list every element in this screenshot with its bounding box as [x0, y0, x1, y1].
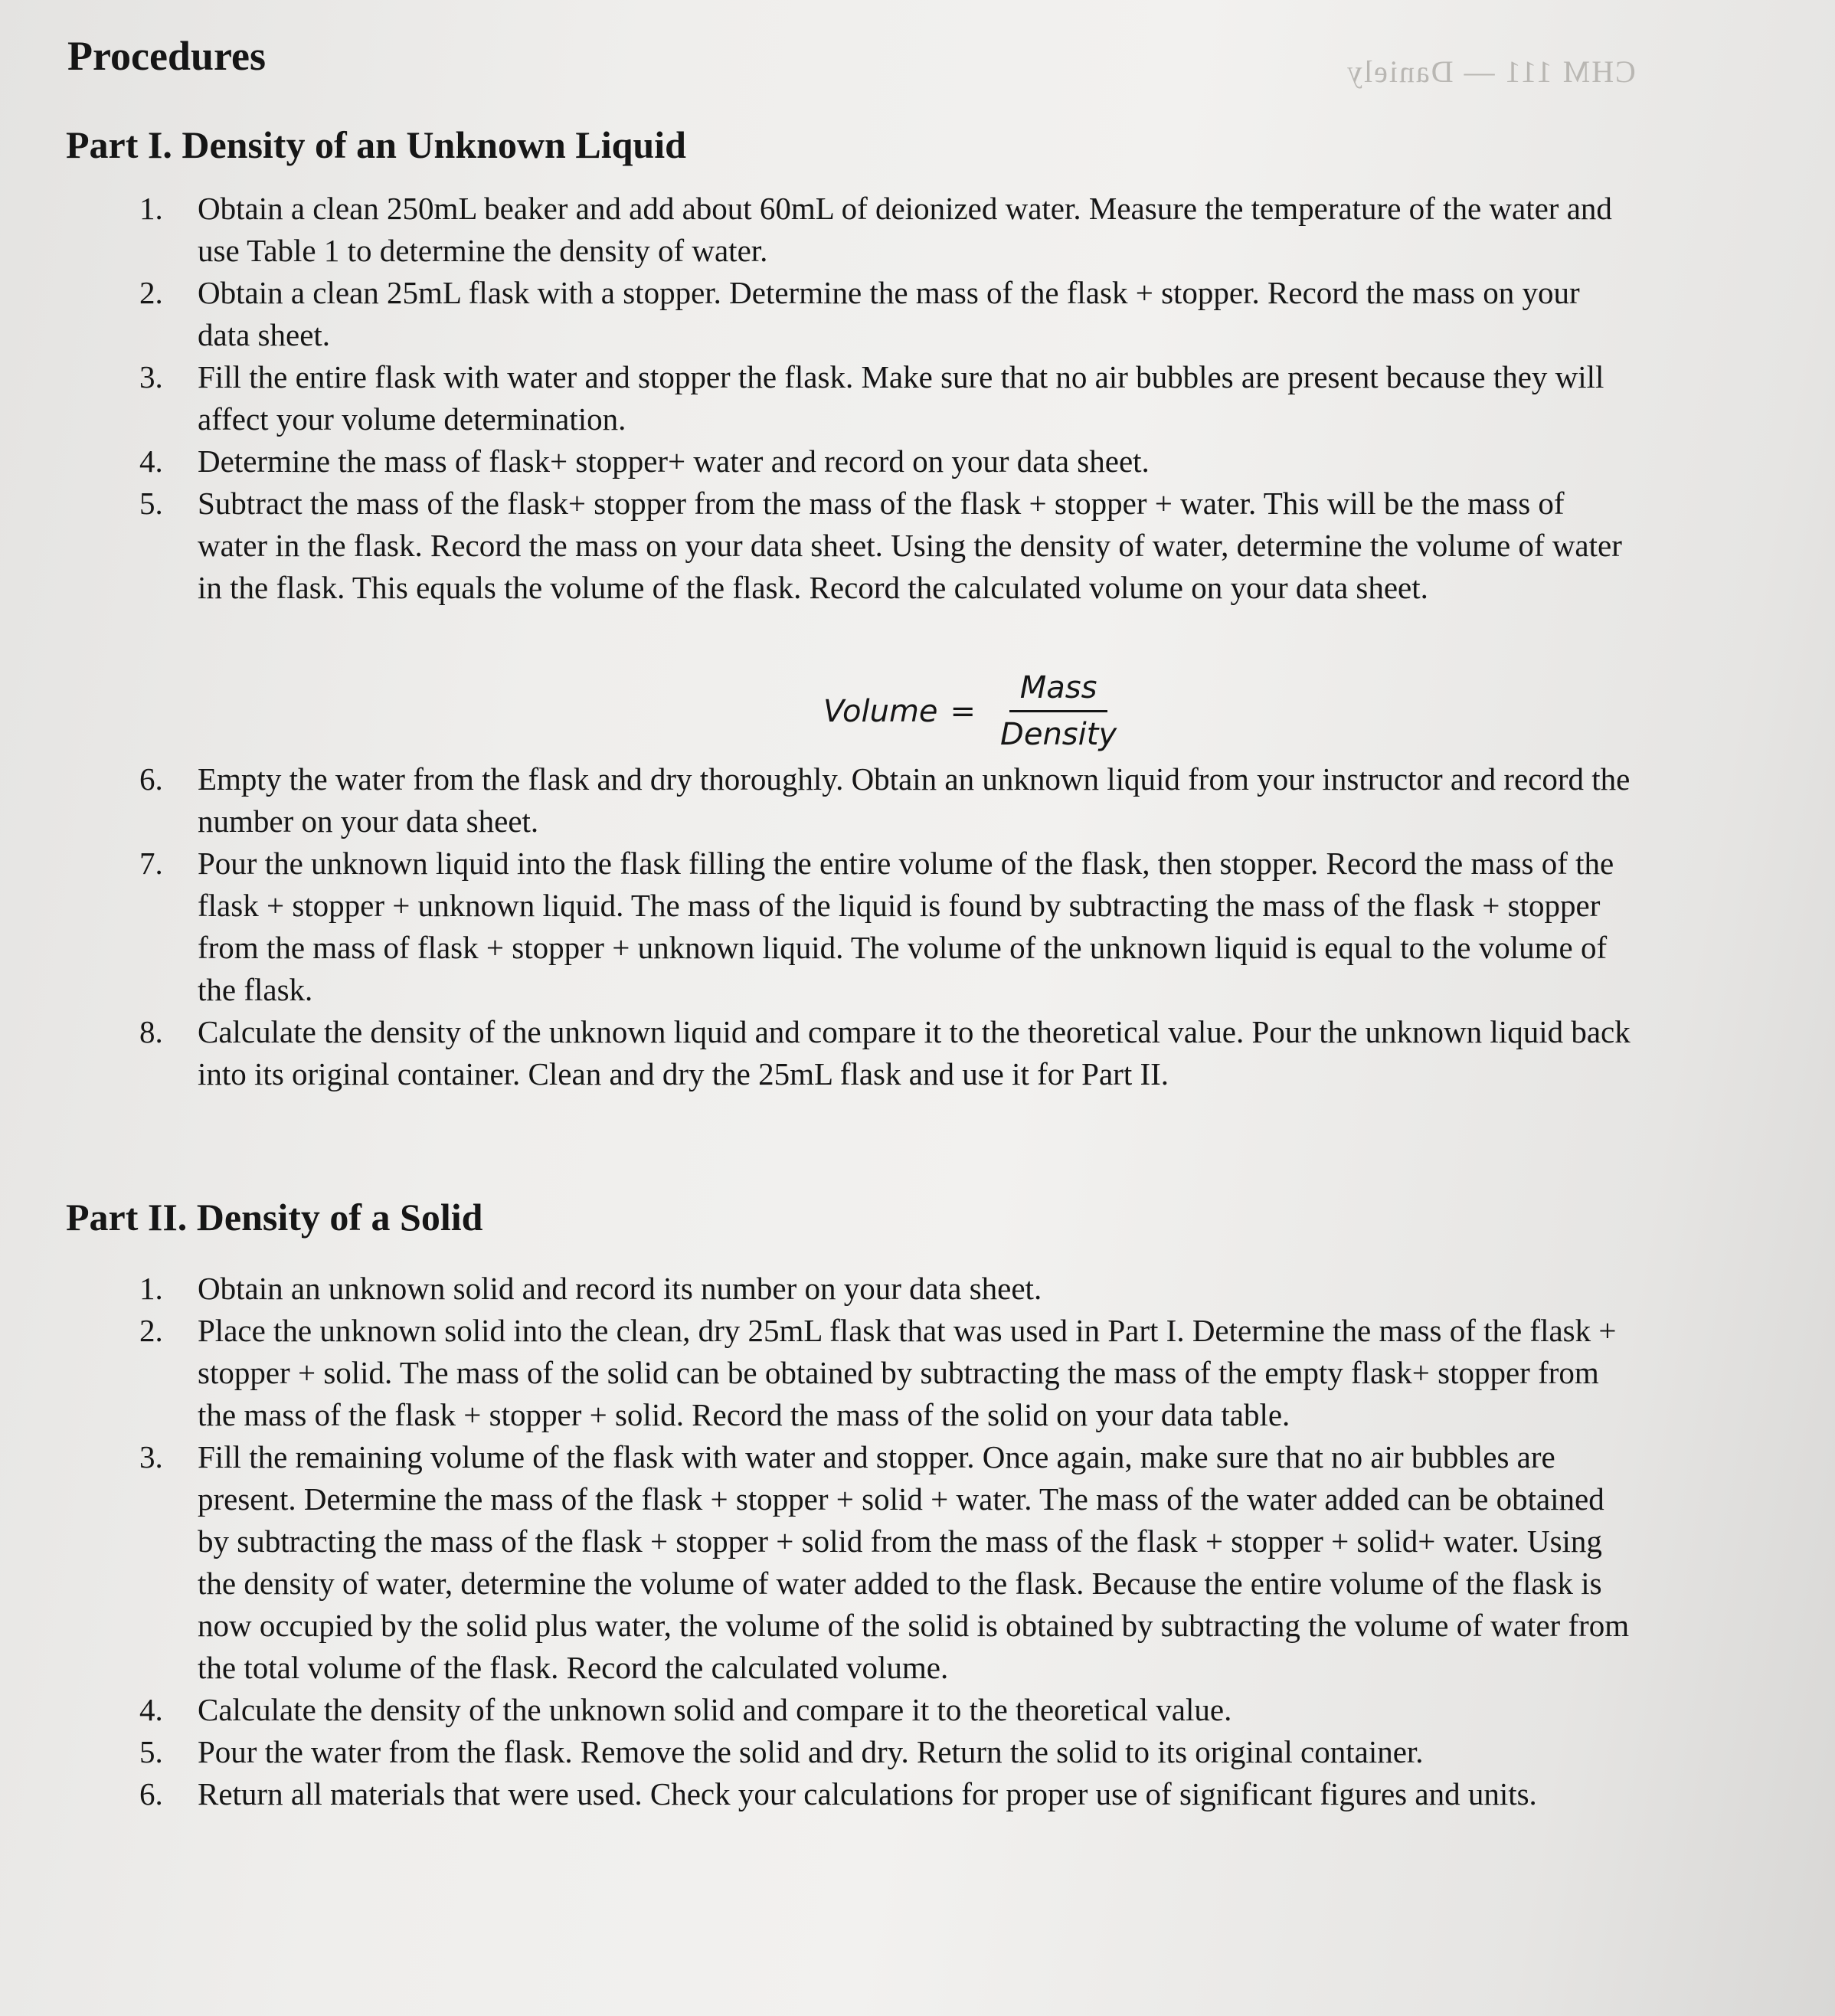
- step-text: Determine the mass of flask+ stopper+ water and record on your data sheet.: [198, 443, 1150, 479]
- part2-heading: Part II. Density of a Solid: [66, 1196, 483, 1239]
- formula-lhs: Volume: [823, 693, 938, 729]
- step-number: 8.: [139, 1014, 163, 1049]
- part1-step-6: [0, 758, 1835, 843]
- step-number: 2.: [139, 275, 163, 310]
- step-number: 5.: [139, 486, 163, 521]
- part2-step-6: [0, 1773, 1835, 1815]
- part2-step-3: [0, 1436, 1835, 1689]
- step-text: Calculate the density of the unknown solid and compare it to the theoretical value.: [198, 1692, 1232, 1727]
- page-title: Procedures: [67, 33, 266, 79]
- part1-step-7: [0, 843, 1835, 1011]
- step-number: 1.: [139, 191, 163, 226]
- part1-step-list: [0, 188, 1835, 609]
- step-text: Fill the entire flask with water and stopper the flask. Make sure that no air bubbles are present because they will affect your volume determination.: [198, 359, 1604, 437]
- part1-heading: Part I. Density of an Unknown Liquid: [66, 123, 686, 166]
- part1-step-8: [0, 1011, 1835, 1095]
- step-text: Return all materials that were used. Check your calculations for proper use of significant figures and units.: [198, 1776, 1537, 1811]
- step-text: Pour the unknown liquid into the flask filling the entire volume of the flask, then stopper. Record the mass of the flask + stopper + unknown liquid. The mass of the liquid is found by subtracting the mass of the flask + stopper from the mass of flask + stopper + unknown liquid. The volume of the unknown liquid is equal to the volume of the flask.: [198, 846, 1614, 1007]
- step-number: 7.: [139, 846, 163, 881]
- step-number: 5.: [139, 1734, 163, 1769]
- volume-formula: [823, 670, 1127, 752]
- step-text: Pour the water from the flask. Remove the solid and dry. Return the solid to its original container.: [198, 1734, 1424, 1769]
- formula-equals: =: [950, 693, 976, 729]
- step-number: 1.: [139, 1271, 163, 1306]
- part1-step-5: [0, 483, 1835, 609]
- step-text: Obtain a clean 250mL beaker and add about 60mL of deionized water. Measure the temperature of the water and use Table 1 to determine the density of water.: [198, 191, 1612, 268]
- formula-numerator: Mass: [1009, 670, 1108, 712]
- step-text: Place the unknown solid into the clean, dry 25mL flask that was used in Part I. Determine the mass of the flask + stopper + solid. The mass of the solid can be obtained by subtracting the mass of the empty flask+ stopper from the mass of the flask + stopper + solid. Record the mass of the solid on your data table.: [198, 1313, 1617, 1432]
- part1-step-3: [0, 356, 1835, 440]
- step-text: Empty the water from the flask and dry thoroughly. Obtain an unknown liquid from your instructor and record the number on your data sheet.: [198, 761, 1631, 839]
- part2-step-5: [0, 1731, 1835, 1773]
- step-text: Fill the remaining volume of the flask with water and stopper. Once again, make sure that no air bubbles are present. Determine the mass of the flask + stopper + solid + water. The mass of the water added can be obtained by subtracting the mass of the flask + stopper + solid from the mass of the flask + stopper + solid+ water. Using the density of water, determine the volume of water added to the flask. Because the entire volume of the flask is now occupied by the solid plus water, the volume of the solid is obtained by subtracting the volume of water from the total volume of the flask. Record the calculated volume.: [198, 1439, 1630, 1685]
- bleed-through-text: CHM 111 — Daniely: [1346, 54, 1636, 89]
- step-number: 4.: [139, 1692, 163, 1727]
- part1-step-list-continued: [0, 758, 1835, 1095]
- step-text: Obtain a clean 25mL flask with a stopper. Determine the mass of the flask + stopper. Record the mass on your data sheet.: [198, 275, 1580, 352]
- part2-step-list: [0, 1268, 1835, 1815]
- formula-fraction: [989, 670, 1127, 752]
- step-text: Obtain an unknown solid and record its number on your data sheet.: [198, 1271, 1042, 1306]
- step-text: Subtract the mass of the flask+ stopper from the mass of the flask + stopper + water. This will be the mass of water in the flask. Record the mass on your data sheet. Using the density of water, determine the volume of water in the flask. This equals the volume of the flask. Record the calculated volume on your data sheet.: [198, 486, 1622, 605]
- step-text: Calculate the density of the unknown liquid and compare it to the theoretical value. Pour the unknown liquid back into its original container. Clean and dry the 25mL flask and use it for Part II.: [198, 1014, 1631, 1091]
- part2-step-2: [0, 1310, 1835, 1436]
- step-number: 6.: [139, 1776, 163, 1811]
- step-number: 3.: [139, 1439, 163, 1474]
- part2-step-4: [0, 1689, 1835, 1731]
- step-number: 4.: [139, 443, 163, 479]
- step-number: 2.: [139, 1313, 163, 1348]
- formula-denominator: Density: [1000, 717, 1117, 752]
- part2-step-1: [0, 1268, 1835, 1310]
- part1-step-2: [0, 272, 1835, 356]
- step-number: 6.: [139, 761, 163, 797]
- step-number: 3.: [139, 359, 163, 394]
- part1-step-1: [0, 188, 1835, 272]
- part1-step-4: [0, 440, 1835, 483]
